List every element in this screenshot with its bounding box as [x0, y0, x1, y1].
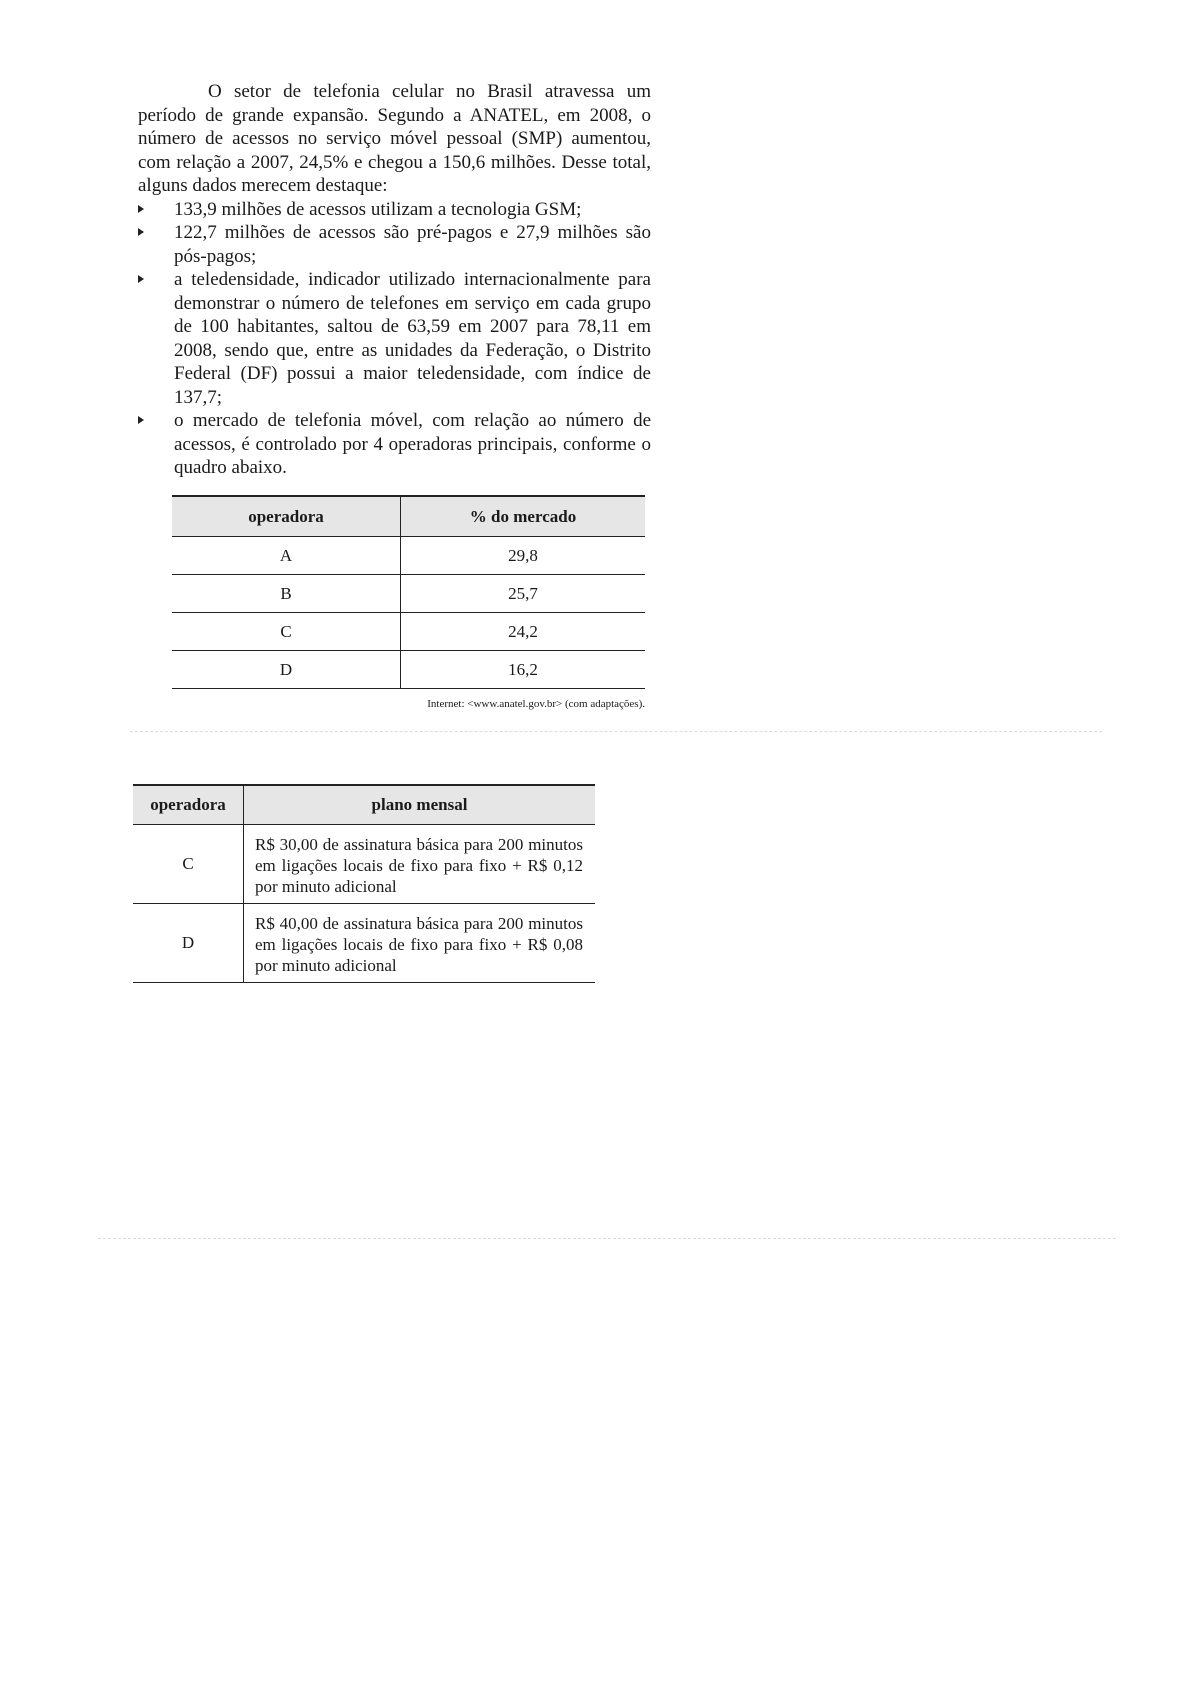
section-divider: [130, 731, 1102, 732]
triangle-bullet-icon: [138, 228, 144, 236]
header-market-share: % do mercado: [401, 496, 646, 537]
intro-paragraph: O setor de telefonia celular no Brasil atravessa um período de grande expansão. Segundo a ANATEL, em 2008, o número de acessos no serviço móvel pessoal (SMP) aumentou, com relação a 2007, 24,5% e chegou a 150,6 milhões. Desse total, alguns dados merecem destaque:: [138, 81, 651, 196]
operator-cell: C: [172, 613, 401, 651]
highlights-list: [138, 198, 651, 480]
operator-cell: D: [172, 651, 401, 689]
header-operadora: operadora: [133, 785, 244, 825]
list-item: o mercado de telefonia móvel, com relação ao número de acessos, é controlado por 4 operadoras principais, conforme o quadro abaixo.: [138, 409, 651, 480]
operator-cell: A: [172, 537, 401, 575]
header-operadora: operadora: [172, 496, 401, 537]
operator-cell: C: [133, 825, 244, 904]
share-cell: 25,7: [401, 575, 646, 613]
header-monthly-plan: plano mensal: [244, 785, 596, 825]
table-row: [172, 651, 645, 689]
triangle-bullet-icon: [138, 205, 144, 213]
passage-text: [138, 80, 651, 480]
source-citation: Internet: <www.anatel.gov.br> (com adaptações).: [427, 698, 645, 710]
share-cell: 24,2: [401, 613, 646, 651]
table-row: [172, 575, 645, 613]
table-header-row: [172, 496, 645, 537]
share-cell: 29,8: [401, 537, 646, 575]
monthly-plans-table: [133, 784, 595, 983]
operator-cell: D: [133, 904, 244, 983]
table-row: [172, 613, 645, 651]
triangle-bullet-icon: [138, 416, 144, 424]
table-row: [172, 537, 645, 575]
triangle-bullet-icon: [138, 275, 144, 283]
list-item: a teledensidade, indicador utilizado internacionalmente para demonstrar o número de telefones em serviço em cada grupo de 100 habitantes, saltou de 63,59 em 2007 para 78,11 em 2008, sendo que, entre as unidades da Federação, o Distrito Federal (DF) possui a maior teledensidade, com índice de 137,7;: [138, 268, 651, 409]
table-row: [133, 825, 595, 904]
plan-description-cell: R$ 40,00 de assinatura básica para 200 minutos em ligações locais de fixo para fixo + R$ 0,08 por minuto adicional: [244, 904, 596, 983]
plan-description-cell: R$ 30,00 de assinatura básica para 200 minutos em ligações locais de fixo para fixo + R$ 0,12 por minuto adicional: [244, 825, 596, 904]
table-row: [133, 904, 595, 983]
operator-cell: B: [172, 575, 401, 613]
section-divider: [98, 1238, 1116, 1239]
market-share-table: [172, 495, 645, 689]
list-item: 122,7 milhões de acessos são pré-pagos e 27,9 milhões são pós-pagos;: [138, 221, 651, 268]
list-item: 133,9 milhões de acessos utilizam a tecnologia GSM;: [138, 198, 651, 222]
table-header-row: [133, 785, 595, 825]
share-cell: 16,2: [401, 651, 646, 689]
